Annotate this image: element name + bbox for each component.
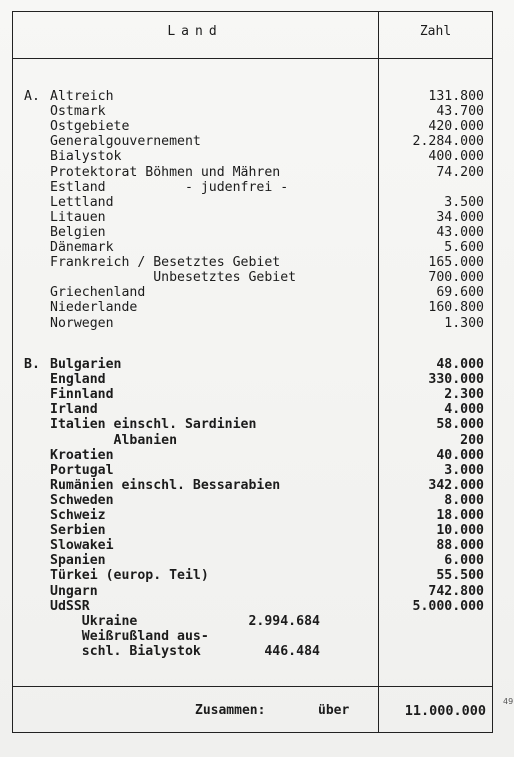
country-count: 48.000	[436, 357, 484, 372]
table-row	[0, 300, 514, 315]
country-count: 43.700	[436, 104, 484, 120]
table-row	[0, 149, 514, 164]
table-row	[0, 463, 514, 478]
country-name: Dänemark	[50, 240, 114, 255]
country-count: 165.000	[428, 255, 484, 271]
table-row	[0, 614, 514, 629]
total-divider	[12, 686, 493, 687]
table-row	[0, 372, 514, 387]
country-name: Rumänien einschl. Bessarabien	[50, 477, 281, 493]
table-row	[0, 104, 514, 119]
country-name: Norwegen	[50, 315, 114, 331]
country-count: 69.600	[436, 285, 484, 301]
country-name: Generalgouvernement	[50, 134, 201, 150]
table-row	[0, 357, 514, 372]
country-name: Ukraine 2.994.684	[50, 613, 320, 629]
country-name: Serbien	[50, 523, 106, 539]
country-count: 6.000	[444, 553, 484, 569]
table-row	[0, 180, 514, 195]
table-row	[0, 316, 514, 331]
country-name: Schweiz	[50, 508, 106, 523]
country-count: 160.800	[428, 300, 484, 316]
table-row	[0, 165, 514, 180]
country-name: Finnland	[50, 387, 114, 403]
table-row	[0, 417, 514, 432]
country-name: Kroatien	[50, 447, 114, 463]
column-header-land: Land	[167, 24, 223, 39]
country-name: Ostgebiete	[50, 119, 130, 135]
country-count: 420.000	[428, 119, 484, 135]
country-count: 74.200	[436, 164, 484, 180]
country-name: Belgien	[50, 224, 106, 240]
country-name: Litauen	[50, 209, 106, 225]
country-count: 18.000	[436, 508, 484, 523]
country-count: 1.300	[444, 315, 484, 331]
country-count: 742.800	[428, 583, 484, 599]
country-count: 5.600	[444, 240, 484, 255]
country-name: Frankreich / Besetztes Gebiet	[50, 255, 281, 271]
table-row	[0, 255, 514, 270]
country-count: 200	[460, 432, 484, 448]
header-divider	[12, 58, 493, 59]
country-count: 55.500	[436, 568, 484, 584]
country-name: Türkei (europ. Teil)	[50, 568, 209, 584]
country-count: 700.000	[428, 270, 484, 286]
table-row	[0, 629, 514, 644]
country-name: Ostmark	[50, 104, 106, 120]
table-row	[0, 584, 514, 599]
country-count: 400.000	[428, 149, 484, 165]
country-name: Bulgarien	[50, 357, 122, 372]
table-row	[0, 478, 514, 493]
country-name: Portugal	[50, 462, 114, 478]
table-row	[0, 644, 514, 659]
country-name: Estland - judenfrei -	[50, 179, 289, 195]
country-count: 34.000	[436, 209, 484, 225]
country-name: Lettland	[50, 194, 114, 210]
country-count: 4.000	[444, 402, 484, 418]
country-count: 2.284.000	[412, 134, 484, 150]
country-count: 40.000	[436, 447, 484, 463]
country-count: 8.000	[444, 492, 484, 508]
table-row	[0, 270, 514, 285]
table-row	[0, 448, 514, 463]
country-name: Altreich	[50, 89, 114, 104]
total-label: Zusammen:	[195, 703, 266, 718]
country-name: Unbesetztes Gebiet	[50, 270, 297, 286]
total-ueber: über	[318, 703, 350, 718]
table-row	[0, 599, 514, 614]
table-row	[0, 523, 514, 538]
table-row	[0, 119, 514, 134]
country-name: Protektorat Böhmen und Mähren	[50, 164, 281, 180]
total-value: 11.000.000	[404, 703, 486, 719]
country-name: Slowakei	[50, 538, 114, 554]
country-count: 3.500	[444, 194, 484, 210]
table-row	[0, 195, 514, 210]
table-row	[0, 508, 514, 523]
page-number: 49	[503, 697, 514, 706]
table-row	[0, 225, 514, 240]
table-row	[0, 134, 514, 149]
country-name: Schweden	[50, 492, 114, 508]
country-name: Irland	[50, 402, 98, 418]
country-name: Albanien	[50, 432, 178, 448]
country-name: Niederlande	[50, 300, 138, 316]
table-row	[0, 538, 514, 553]
country-name: England	[50, 372, 106, 388]
table-row	[0, 493, 514, 508]
table-row	[0, 402, 514, 417]
country-count: 58.000	[436, 417, 484, 433]
country-count: 43.000	[436, 224, 484, 240]
table-row	[0, 89, 514, 104]
country-count: 131.800	[428, 89, 484, 104]
table-row	[0, 553, 514, 568]
table-row	[0, 387, 514, 402]
country-name: Ungarn	[50, 583, 98, 599]
table-row	[0, 433, 514, 448]
country-name: Italien einschl. Sardinien	[50, 417, 257, 433]
country-name: Bialystok	[50, 149, 122, 165]
country-name: UdSSR	[50, 598, 90, 614]
country-name: Spanien	[50, 553, 106, 569]
country-count: 330.000	[428, 372, 484, 388]
country-count: 2.300	[444, 387, 484, 403]
column-header-zahl: Zahl	[419, 24, 452, 39]
country-count: 88.000	[436, 538, 484, 554]
table-row	[0, 210, 514, 225]
country-count: 342.000	[428, 477, 484, 493]
country-count: 10.000	[436, 523, 484, 539]
country-name: Weißrußland aus-	[50, 628, 209, 644]
country-count: 5.000.000	[412, 598, 484, 614]
country-count: 3.000	[444, 462, 484, 478]
country-name: Griechenland	[50, 285, 146, 301]
section-marker: A.	[24, 89, 40, 104]
table-row	[0, 285, 514, 300]
section-marker: B.	[24, 357, 40, 372]
table-row	[0, 568, 514, 583]
table-row	[0, 240, 514, 255]
country-name: schl. Bialystok 446.484	[50, 643, 320, 659]
